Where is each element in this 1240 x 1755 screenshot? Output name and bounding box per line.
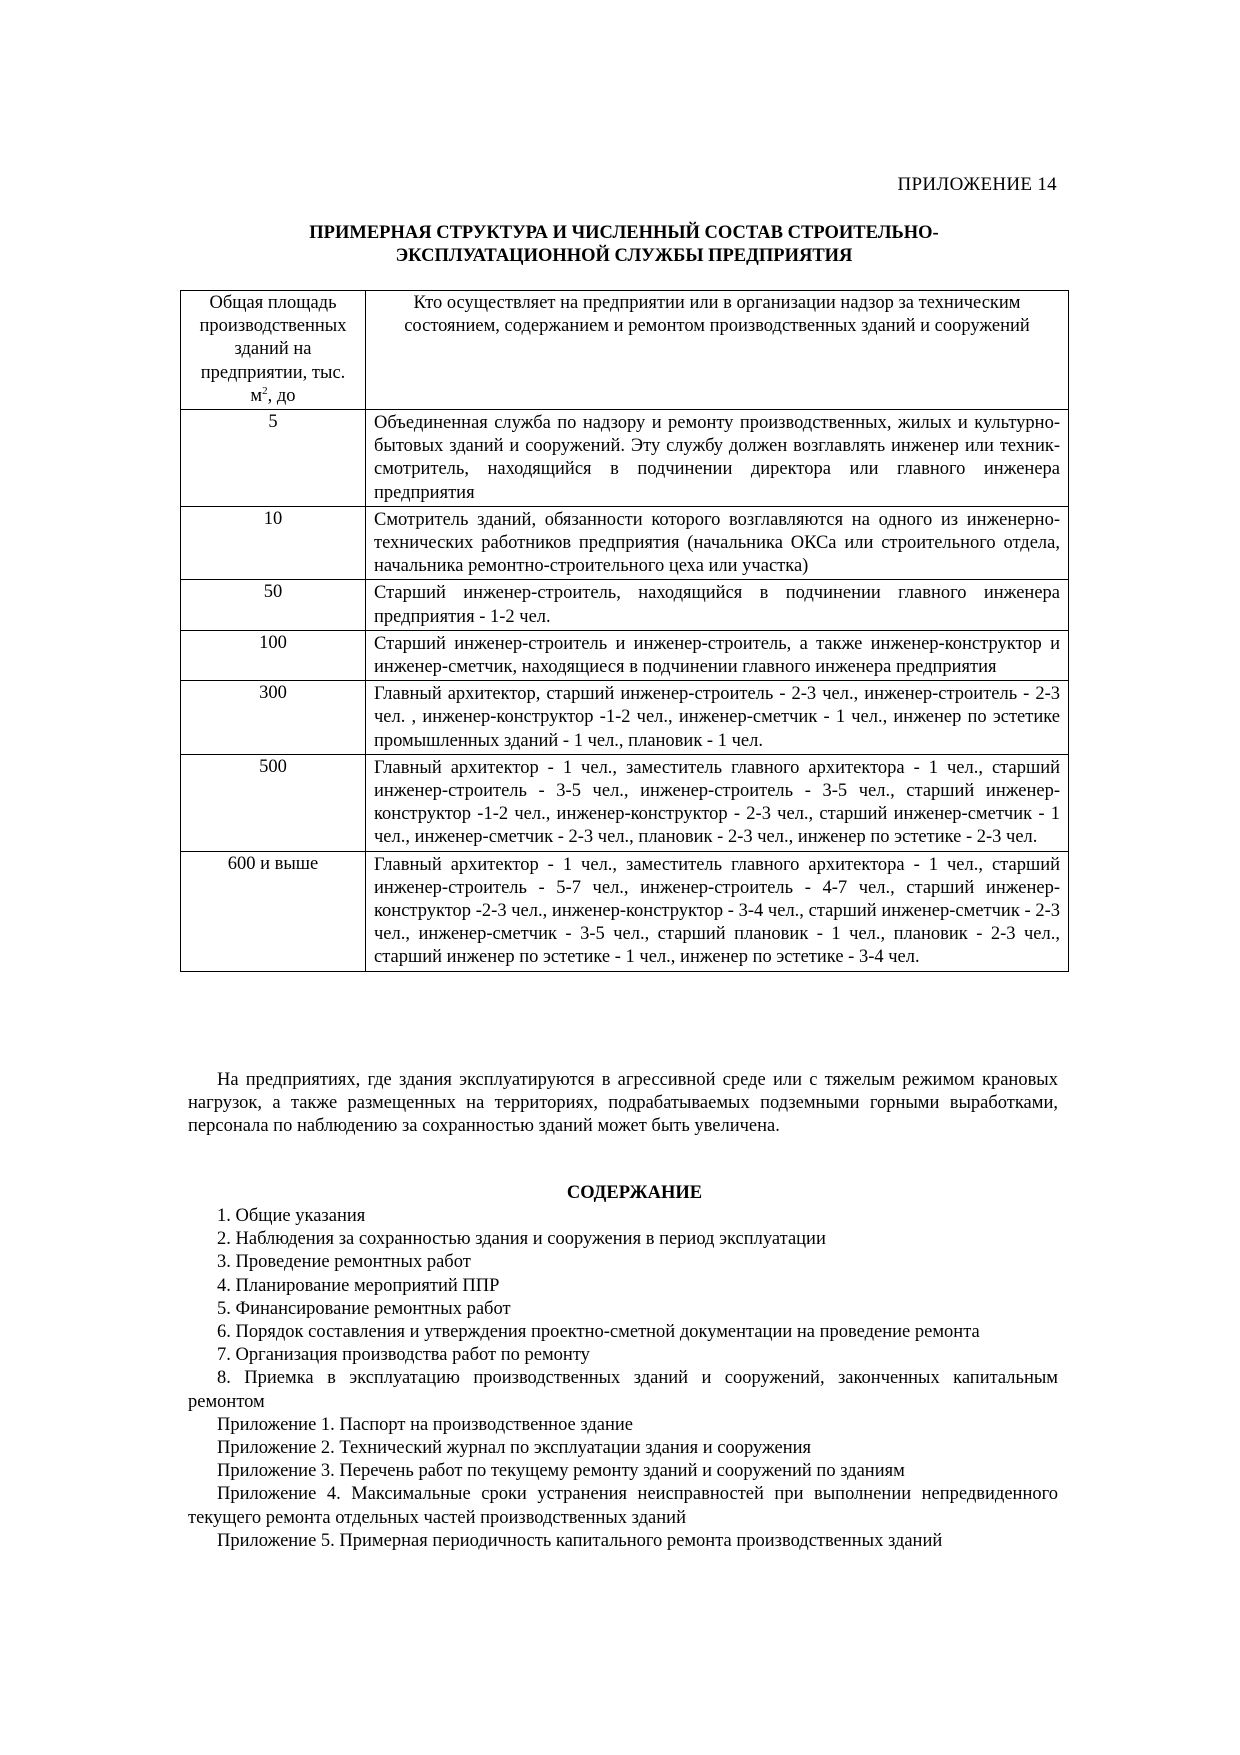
header-area-text: Общая площадь производственных зданий на предприятии, тыс. м [199,293,347,406]
description-cell: Объединенная служба по надзору и ремонту производственных, жилых и культурно-бытовых зданий и сооружений. Эту службу должен возглавлять инженер или техник-смотритель, находящийся в подчинении директора или главного инженера предприятия [366,410,1069,507]
table-row [181,410,1069,507]
contents-item: Приложение 2. Технический журнал по эксплуатации здания и сооружения [217,1438,812,1459]
contents-list [188,1205,1058,1553]
header-area-cell [181,291,366,410]
contents-item: Приложение 3. Перечень работ по текущему ремонту зданий и сооружений по зданиям [217,1461,905,1482]
table-row [181,506,1069,580]
area-cell: 5 [181,410,366,507]
table-row [181,580,1069,630]
area-cell: 600 и выше [181,851,366,971]
description-cell: Главный архитектор - 1 чел., заместитель главного архитектора - 1 чел., старший инженер-строитель - 3-5 чел., инженер-строитель - 3-5 чел., старший инженер-конструктор -1-2 чел., инженер-конструктор - 2-3 чел., старший инженер-сметчик - 1 чел., инженер-сметчик - 2-3 чел., плановик - 2-3 чел., инженер по эстетике - 2-3 чел. [366,754,1069,851]
area-cell: 50 [181,580,366,630]
header-area-superscript: 2 [262,384,268,397]
table-header-row [181,291,1069,410]
description-cell: Старший инженер-строитель и инженер-строитель, а также инженер-конструктор и инженер-сметчик, находящиеся в подчинении главного инженера предприятия [366,630,1069,680]
contents-item: 8. Приемка в эксплуатацию производственных зданий и сооружений, законченных капитальным ремонтом [188,1368,1058,1412]
table-row [181,681,1069,755]
area-cell: 300 [181,681,366,755]
document-title-line-2: ЭКСПЛУАТАЦИОННОЙ СЛУЖБЫ ПРЕДПРИЯТИЯ [395,246,853,266]
description-cell: Главный архитектор - 1 чел., заместитель главного архитектора - 1 чел., старший инженер-строитель - 5-7 чел., инженер-строитель - 4-7 чел., старший инженер-конструктор -2-3 чел., инженер-конструктор - 3-4 чел., старший инженер-сметчик - 2-3 чел., инженер-сметчик - 3-5 чел., старший плановик - 1 чел., плановик - 2-3 чел., старший инженер по эстетике - 1 чел., инженер по эстетике - 3-4 чел. [366,851,1069,971]
contents-item: Приложение 4. Максимальные сроки устранения неисправностей при выполнении непредвиденного текущего ремонта отдельных частей производственных зданий [188,1484,1058,1528]
appendix-label: ПРИЛОЖЕНИЕ 14 [897,174,1057,195]
header-area-tail: , до [267,385,296,406]
contents-title: СОДЕРЖАНИЕ [566,1183,703,1203]
contents-item: Приложение 5. Примерная периодичность капитального ремонта производственных зданий [217,1530,943,1551]
description-cell: Смотритель зданий, обязанности которого возглавляются на одного из инженерно-технических работников предприятия (начальника ОКСа или строительного отдела, начальника ремонтно-строительного цеха или участка) [366,506,1069,580]
description-cell: Главный архитектор, старший инженер-строитель - 2-3 чел., инженер-строитель - 2-3 чел. , инженер-конструктор -1-2 чел., инженер-сметчик - 1 чел., инженер по эстетике промышленных зданий - 1 чел., плановик - 1 чел. [366,681,1069,755]
header-responsible-cell: Кто осуществляет на предприятии или в организации надзор за техническим состоянием, содержанием и ремонтом производственных зданий и сооружений [366,291,1069,410]
contents-item: 7. Организация производства работ по ремонту [217,1345,590,1366]
document-title-line-1: ПРИМЕРНАЯ СТРУКТУРА И ЧИСЛЕННЫЙ СОСТАВ СТРОИТЕЛЬНО- [309,223,939,243]
contents-item: 1. Общие указания [217,1206,366,1226]
description-cell: Старший инженер-строитель, находящийся в подчинении главного инженера предприятия - 1-2 чел. [366,580,1069,630]
contents-item: 4. Планирование мероприятий ППР [217,1275,500,1296]
note-paragraph: На предприятиях, где здания эксплуатируются в агрессивной среде или с тяжелым режимом крановых нагрузок, а также размещенных на территориях, подрабатываемых подземными горными выработками, персонала по наблюдению за сохранностью зданий может быть увеличена. [188,1070,1058,1137]
contents-item: 5. Финансирование ремонтных работ [217,1298,511,1319]
area-cell: 500 [181,754,366,851]
area-cell: 10 [181,506,366,580]
contents-item: 3. Проведение ремонтных работ [217,1252,471,1273]
table-row [181,754,1069,851]
area-cell: 100 [181,630,366,680]
table-row [181,851,1069,971]
contents-item: 6. Порядок составления и утверждения проектно-сметной документации на проведение ремонта [217,1322,980,1343]
contents-item: 2. Наблюдения за сохранностью здания и сооружения в период эксплуатации [217,1229,826,1250]
table-row [181,630,1069,680]
document-title [180,222,1068,268]
contents-item: Приложение 1. Паспорт на производственное здание [217,1414,634,1435]
staff-structure-table [180,290,1069,972]
